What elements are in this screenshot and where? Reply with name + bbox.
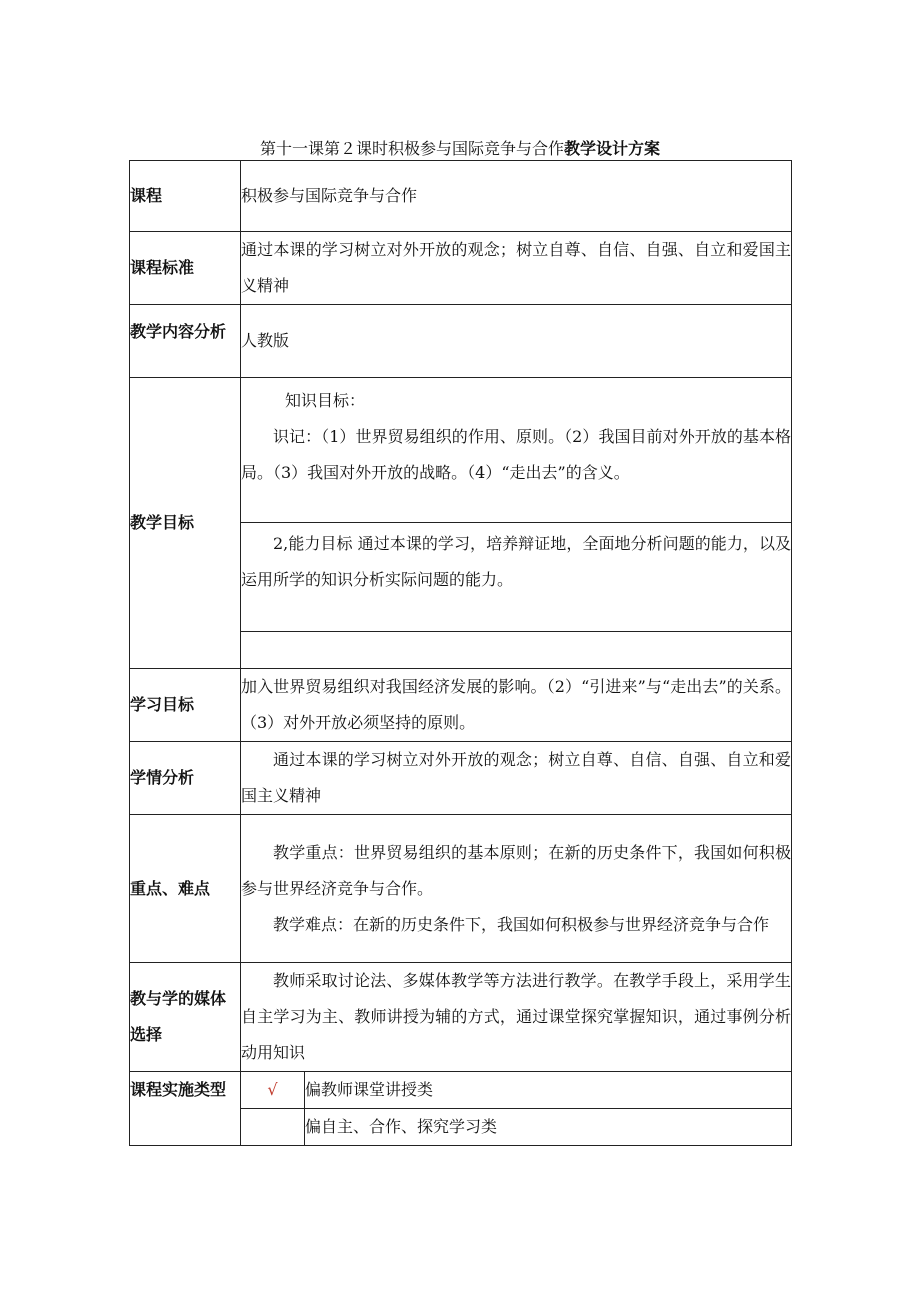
implementation-option-2: 偏自主、合作、探究学习类 — [305, 1109, 792, 1146]
implementation-label: 课程实施类型 — [130, 1072, 241, 1146]
learner-analysis-label: 学情分析 — [130, 742, 241, 815]
media-value: 教师采取讨论法、多媒体教学等方法进行教学。在教学手段上，采用学生自主学习为主、教师讲授为辅的方式，通过课堂探究掌握知识，通过事例分析动用知识 — [241, 963, 792, 1072]
media-label: 教与学的媒体选择 — [130, 963, 241, 1072]
row-implementation-1 — [130, 1072, 792, 1109]
title-main: 第十一课第２课时积极参与国际竞争与合作 — [259, 139, 564, 158]
standard-label: 课程标准 — [130, 232, 241, 305]
key-difficulty: 教学难点：在新的历史条件下，我国如何积极参与世界经济竞争与合作 — [273, 914, 770, 934]
implementation-option-1: 偏教师课堂讲授类 — [305, 1072, 792, 1109]
course-value: 积极参与国际竞争与合作 — [241, 161, 792, 232]
objectives-ability — [241, 523, 792, 632]
key-points-cell — [241, 815, 792, 963]
ability-text: 2,能力目标 通过本课的学习，培养辩证地，全面地分析问题的能力，以及运用所学的知识分析实际问题的能力。 — [241, 534, 792, 589]
content-analysis-label: 教学内容分析 — [130, 305, 241, 378]
row-learning-goals — [130, 669, 792, 742]
learning-goals-label: 学习目标 — [130, 669, 241, 742]
row-learner-analysis — [130, 742, 792, 815]
knowledge-heading: 知识目标： — [285, 391, 366, 410]
knowledge-text: 识记：（1）世界贸易组织的作用、原则。（2）我国目前对外开放的基本格局。（3）我国对外开放的战略。（4）“走出去”的含义。 — [241, 427, 792, 482]
row-course — [130, 161, 792, 232]
standard-value: 通过本课的学习树立对外开放的观念；树立自尊、自信、自强、自立和爱国主义精神 — [241, 232, 792, 305]
check-mark-empty — [241, 1109, 305, 1146]
row-key-points — [130, 815, 792, 963]
content-analysis-value: 人教版 — [241, 305, 792, 378]
objectives-label: 教学目标 — [130, 378, 241, 669]
row-objectives-knowledge — [130, 378, 792, 523]
key-focus: 教学重点：世界贸易组织的基本原则；在新的历史条件下，我国如何积极参与世界经济竞争与合作。 — [241, 842, 792, 898]
objectives-knowledge — [241, 378, 792, 523]
row-content-analysis — [130, 305, 792, 378]
teaching-plan-table — [129, 160, 792, 1146]
objectives-empty-cell — [241, 632, 792, 669]
course-label: 课程 — [130, 161, 241, 232]
title-bold: 教学设计方案 — [564, 139, 661, 158]
key-points-label: 重点、难点 — [130, 815, 241, 963]
document-title — [0, 138, 920, 160]
check-mark-icon: √ — [241, 1072, 305, 1109]
row-standard — [130, 232, 792, 305]
learning-goals-value: 加入世界贸易组织对我国经济发展的影响。（2）“引进来”与“走出去”的关系。（3）对外开放必须坚持的原则。 — [241, 669, 792, 742]
learner-analysis-value: 通过本课的学习树立对外开放的观念；树立自尊、自信、自强、自立和爱国主义精神 — [241, 742, 792, 815]
row-media — [130, 963, 792, 1072]
